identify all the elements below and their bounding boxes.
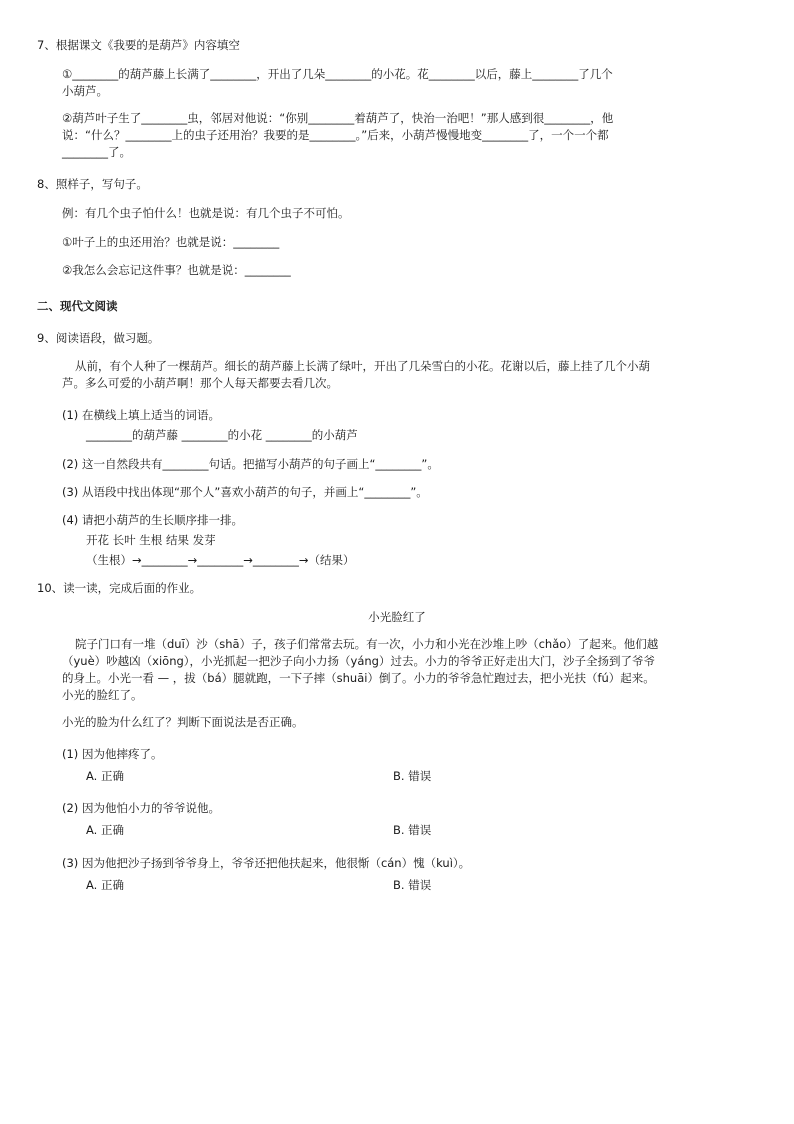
q9-passage-line2: 芦。多么可爱的小葫芦啊！那个人每天都要去看几次。 (62, 376, 338, 390)
q9-sub4-words: 开花 长叶 生根 结果 发芽 (86, 533, 216, 547)
q10-item-2-option-b[interactable]: B. 错误 (393, 823, 432, 837)
story-title: 小光脸红了 (368, 610, 426, 624)
q9-sub4-order: （生根）→________→________→________→（结果） (86, 553, 355, 567)
story-line1: 院子门口有一堆（duī）沙（shā）子，孩子们常常去玩。有一次，小力和小光在沙堆上吵（chǎo）了起来。他们越 (75, 637, 659, 651)
section-title: 二、现代文阅读 (37, 299, 118, 313)
q10-item-3-option-b[interactable]: B. 错误 (393, 878, 432, 892)
q9-passage-line1: 从前，有个人种了一棵葫芦。细长的葫芦藤上长满了绿叶，开出了几朵雪白的小花。花谢以后，藤上挂了几个小葫 (75, 359, 650, 373)
q9-sub2: (2) 这一自然段共有________句话。把描写小葫芦的句子画上“________”。 (62, 457, 439, 471)
q9-sub3: (3) 从语段中找出体现“那个人”喜欢小葫芦的句子，并画上“________”。 (62, 485, 428, 499)
q9-sub1-blanks: ________的葫芦藤 ________的小花 ________的小葫芦 (86, 428, 358, 442)
q10-item-2-option-a[interactable]: A. 正确 (86, 823, 124, 837)
q10-item-1-option-b[interactable]: B. 错误 (393, 769, 432, 783)
q9-title: 9、阅读语段，做习题。 (37, 331, 160, 345)
q9-sub1: (1) 在横线上填上适当的词语。 (62, 408, 220, 422)
q10-item-1-option-a[interactable]: A. 正确 (86, 769, 124, 783)
q10-title: 10、读一读，完成后面的作业。 (37, 581, 202, 595)
q7-part2-line2: 说：“什么？________上的虫子还用治？我要的是________。”后来，小葫芦慢慢地变________了，一个一个都 (62, 128, 609, 142)
q7-part2-line1: ②葫芦叶子生了________虫，邻居对他说：“你别________着葫芦了，快治一治吧！”那人感到很________，他 (62, 111, 614, 125)
q10-item-3: (3) 因为他把沙子扬到爷爷身上，爷爷还把他扶起来，他很惭（cán）愧（kuì）。 (62, 856, 471, 870)
q10-item-2: (2) 因为他怕小力的爷爷说他。 (62, 801, 220, 815)
q9-sub4: (4) 请把小葫芦的生长顺序排一排。 (62, 513, 243, 527)
q10-question: 小光的脸为什么红了？判断下面说法是否正确。 (62, 715, 304, 729)
story-line3: 的身上。小光一看 — ，拔（bá）腿就跑，一下子摔（shuāi）倒了。小力的爷爷急忙跑过去，把小光扶（fú）起来。 (62, 671, 655, 685)
q10-item-1: (1) 因为他摔疼了。 (62, 747, 163, 761)
q8-example: 例：有几个虫子怕什么！也就是说：有几个虫子不可怕。 (62, 206, 350, 220)
q10-item-3-option-a[interactable]: A. 正确 (86, 878, 124, 892)
q7-part1-line2: 小葫芦。 (62, 84, 108, 98)
q8-title: 8、照样子，写句子。 (37, 177, 148, 191)
q7-part2-line3: ________了。 (62, 145, 131, 159)
q7-title: 7、根据课文《我要的是葫芦》内容填空 (37, 38, 240, 52)
story-line4: 小光的脸红了。 (62, 688, 143, 702)
story-line2: （yuè）吵越凶（xiōng），小光抓起一把沙子向小力扬（yáng）过去。小力的爷爷正好走出大门，沙子全扬到了爷爷 (62, 654, 655, 668)
q8-item-2: ②我怎么会忘记这件事？也就是说：________ (62, 263, 291, 277)
q8-item-1: ①叶子上的虫还用治？也就是说：________ (62, 235, 280, 249)
q7-part1-line1: ①________的葫芦藤上长满了________，开出了几朵________的小花。花________以后，藤上________了几个 (62, 67, 613, 81)
